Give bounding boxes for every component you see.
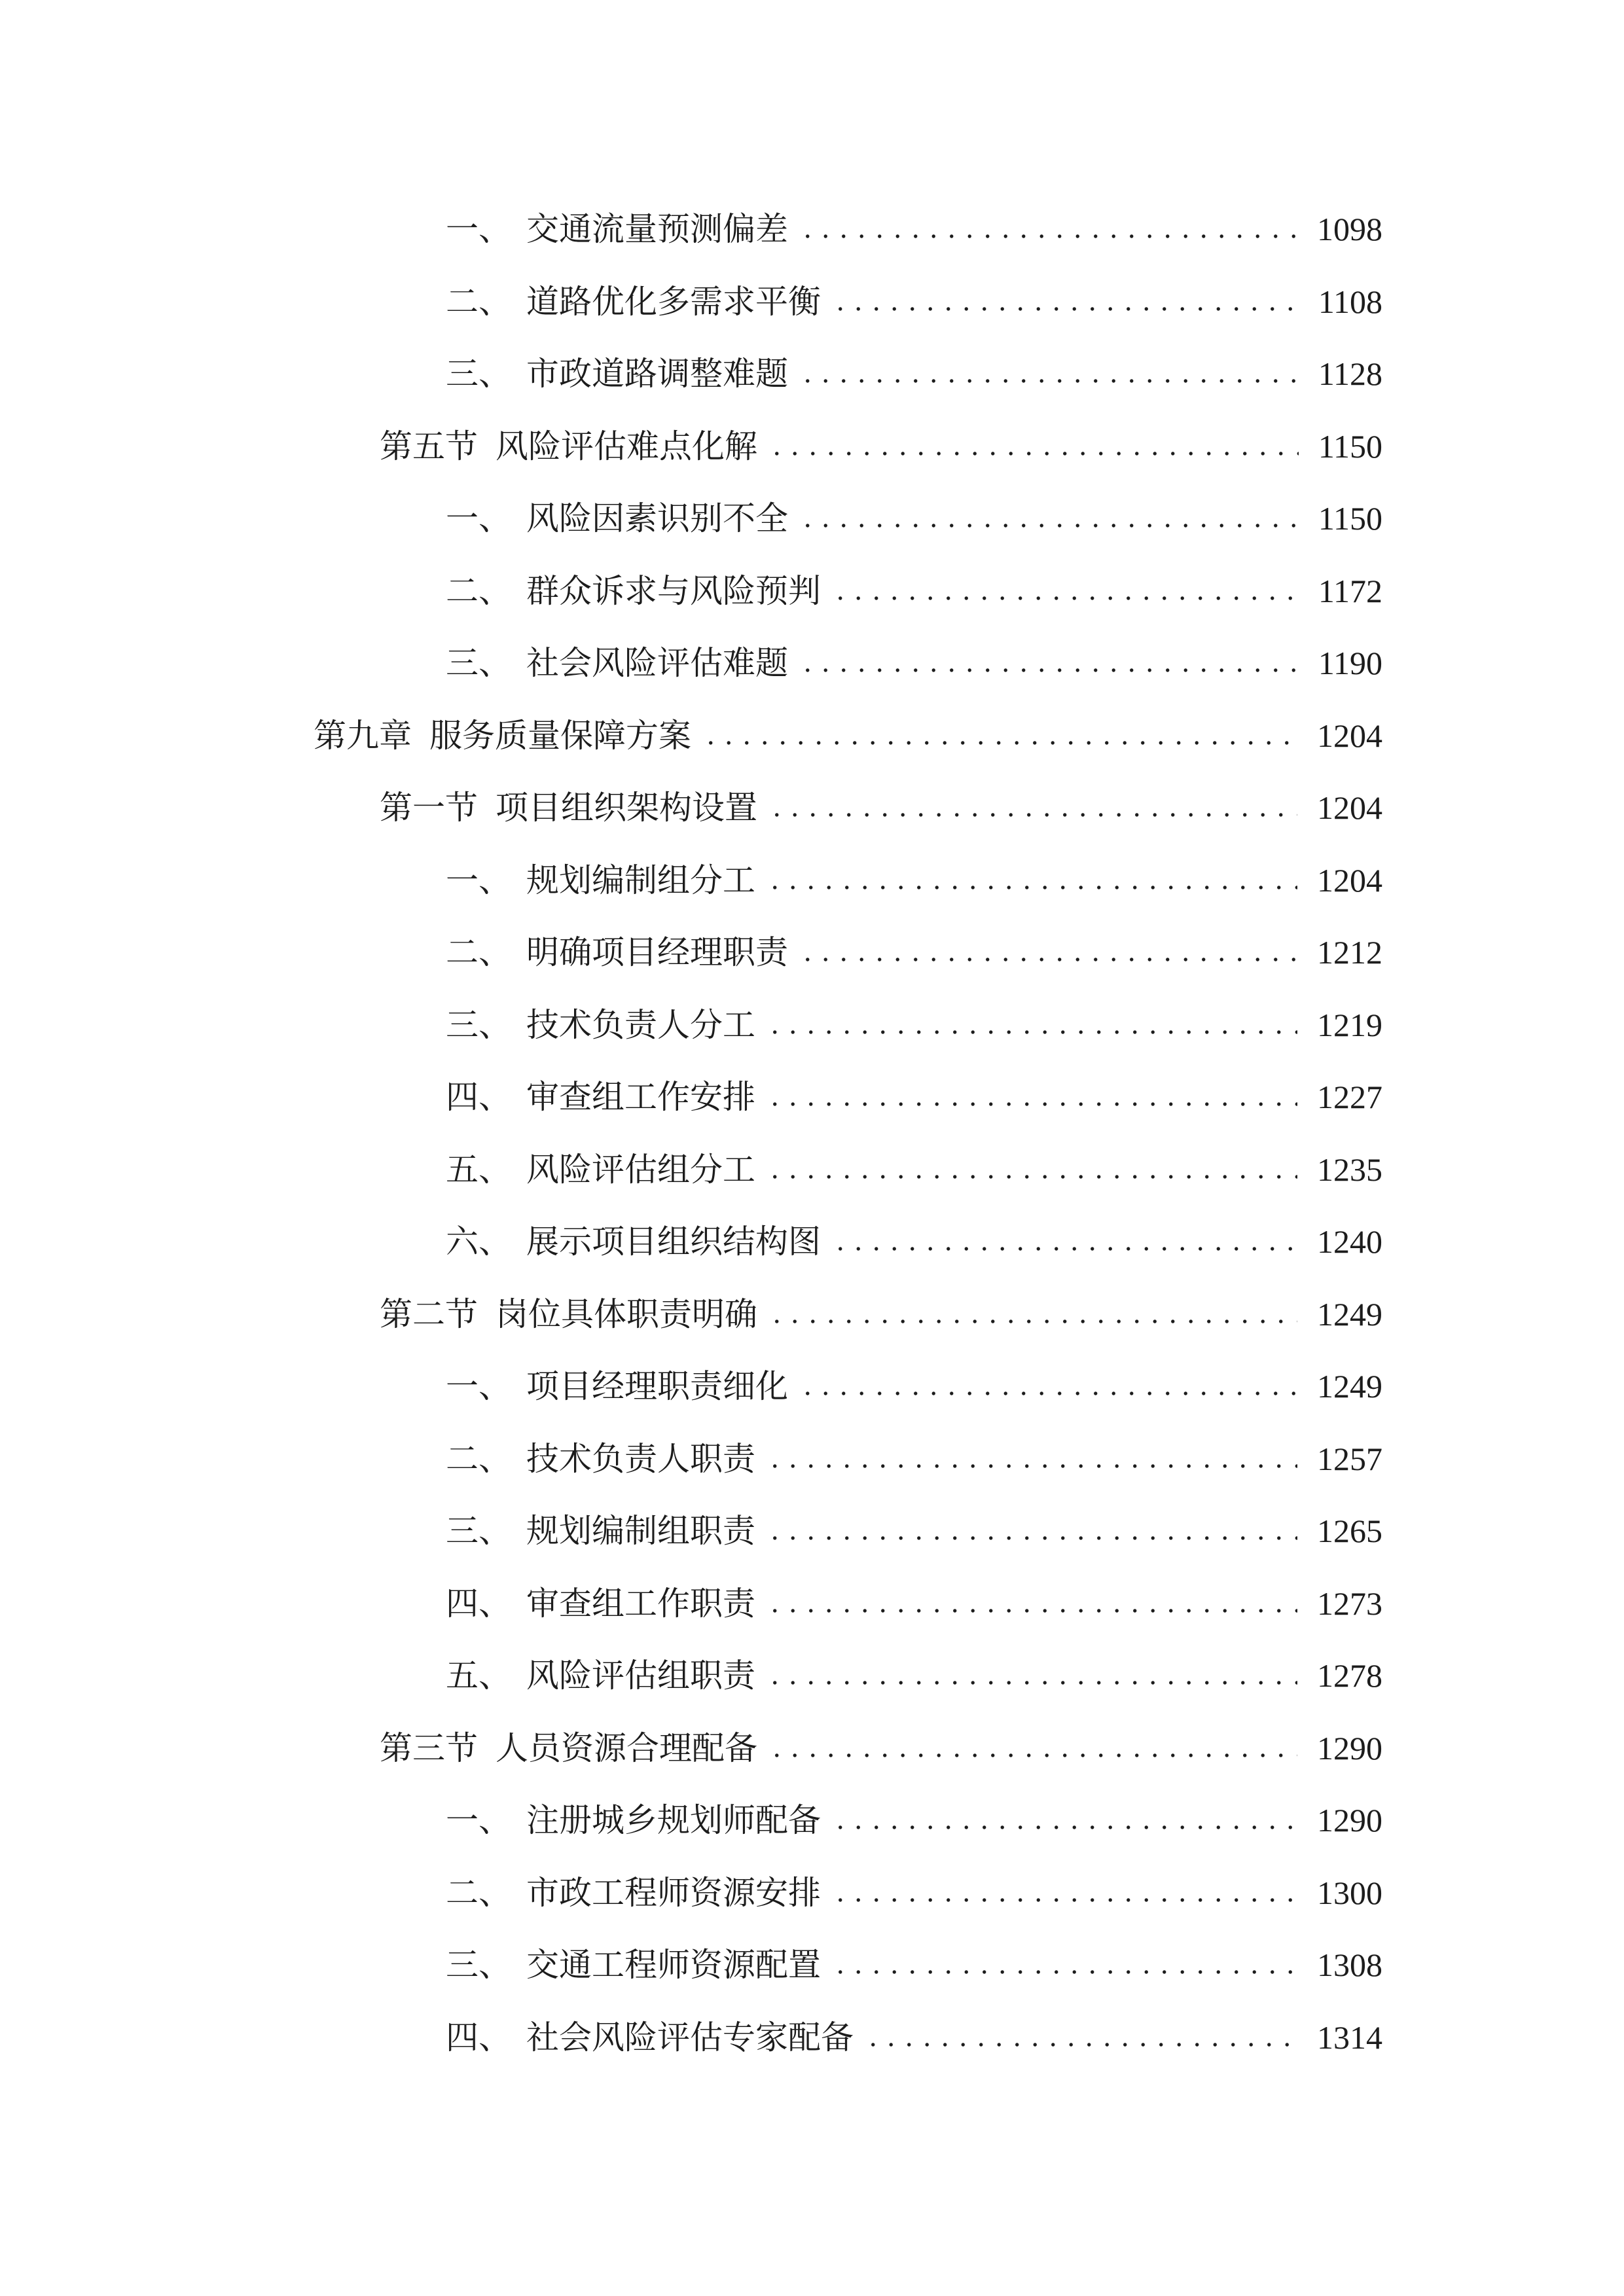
dot-leader [766, 1659, 1297, 1692]
dot-leader [766, 864, 1297, 897]
toc-entry[interactable] [0, 627, 1382, 700]
dot-leader [799, 502, 1299, 535]
dot-leader [799, 936, 1297, 969]
dot-leader [831, 1804, 1297, 1837]
toc-entry-page: 1204 [1317, 789, 1382, 827]
toc-entry-number: 二、 [446, 1874, 511, 1911]
toc-entry[interactable] [0, 1061, 1382, 1134]
dot-leader [766, 1443, 1297, 1475]
toc-entry-page: 1257 [1317, 1440, 1382, 1477]
toc-entry-title: 交通工程师资源配置 [526, 1946, 821, 1984]
toc-entry-title: 规划编制组职责 [526, 1513, 755, 1550]
toc-entry-page: 1204 [1317, 717, 1382, 754]
toc-entry[interactable] [0, 338, 1382, 410]
toc-entry-page: 1249 [1317, 1295, 1382, 1333]
dot-leader [768, 791, 1297, 824]
toc-entry-page: 1204 [1317, 861, 1382, 899]
toc-entry-title: 规划编制组分工 [526, 861, 755, 899]
toc-entry-number: 六、 [446, 1223, 511, 1261]
toc-entry-number: 五、 [446, 1151, 511, 1188]
toc-entry-page: 1172 [1318, 572, 1382, 609]
toc-entry-title: 群众诉求与风险预判 [526, 572, 821, 609]
toc-entry[interactable] [0, 1568, 1382, 1640]
toc-entry-title: 技术负责人职责 [526, 1440, 755, 1477]
toc-section-entry[interactable] [0, 1278, 1382, 1351]
toc-entry[interactable] [0, 1857, 1382, 1929]
toc-entry-number: 第三节 [380, 1729, 478, 1767]
toc-entry-page: 1278 [1317, 1657, 1382, 1695]
toc-entry-number: 三、 [446, 1513, 511, 1550]
toc-entry-number: 二、 [446, 934, 511, 971]
dot-leader [799, 213, 1297, 245]
toc-entry-number: 一、 [446, 500, 511, 537]
toc-entry-page: 1212 [1317, 934, 1382, 971]
toc-entry[interactable] [0, 266, 1382, 338]
toc-entry-title: 风险评估难点化解 [496, 427, 757, 465]
toc-entry[interactable] [0, 1640, 1382, 1712]
toc-entry-page: 1308 [1317, 1946, 1382, 1984]
toc-entry-number: 第二节 [380, 1295, 478, 1333]
toc-entry-number: 一、 [446, 1802, 511, 1839]
toc-entry-page: 1273 [1317, 1585, 1382, 1622]
toc-entry-page: 1290 [1317, 1729, 1382, 1767]
toc-section-entry[interactable] [0, 1712, 1382, 1785]
toc-entry-page: 1240 [1317, 1223, 1382, 1261]
dot-leader [766, 1009, 1297, 1041]
toc-entry-number: 第九章 [314, 717, 412, 754]
toc-section-entry[interactable] [0, 410, 1382, 483]
toc-entry-page: 1150 [1318, 427, 1382, 465]
toc-entry-title: 社会风险评估专家配备 [526, 2018, 854, 2056]
toc-entry-title: 风险因素识别不全 [526, 500, 788, 537]
toc-entry-number: 五、 [446, 1657, 511, 1695]
toc-entry-title: 风险评估组分工 [526, 1151, 755, 1188]
toc-entry[interactable] [0, 482, 1382, 555]
toc-entry-page: 1227 [1317, 1079, 1382, 1116]
toc-entry[interactable] [0, 1784, 1382, 1857]
toc-entry-title: 技术负责人分工 [526, 1006, 755, 1043]
toc-entry-page: 1290 [1317, 1802, 1382, 1839]
toc-entry-number: 三、 [446, 355, 511, 393]
toc-chapter-entry[interactable] [0, 700, 1382, 772]
toc-entry-title: 交通流量预测偏差 [526, 211, 788, 248]
toc-entry[interactable] [0, 1929, 1382, 2001]
toc-entry-page: 1235 [1317, 1151, 1382, 1188]
toc-entry-title: 服务质量保障方案 [429, 717, 691, 754]
toc-entry[interactable] [0, 1134, 1382, 1206]
dot-leader [768, 1298, 1297, 1331]
toc-entry-number: 四、 [446, 1585, 511, 1622]
dot-leader [831, 285, 1299, 318]
dot-leader [799, 1370, 1297, 1403]
toc-entry-page: 1249 [1317, 1368, 1382, 1405]
toc-entry-page: 1150 [1318, 500, 1382, 537]
toc-entry[interactable] [0, 844, 1382, 917]
toc-entry-title: 明确项目经理职责 [526, 934, 788, 971]
toc-entry[interactable] [0, 555, 1382, 628]
toc-entry-number: 四、 [446, 1079, 511, 1116]
toc-entry[interactable] [0, 193, 1382, 266]
toc-entry-title: 人员资源合理配备 [496, 1729, 757, 1767]
dot-leader [831, 1225, 1297, 1258]
toc-entry-number: 三、 [446, 1006, 511, 1043]
toc-entry-title: 展示项目组织结构图 [526, 1223, 821, 1261]
toc-entry-title: 项目经理职责细化 [526, 1368, 788, 1405]
toc-entry-title: 风险评估组职责 [526, 1657, 755, 1695]
toc-entry-number: 第一节 [380, 789, 478, 827]
toc-entry-title: 注册城乡规划师配备 [526, 1802, 821, 1839]
toc-entry-number: 一、 [446, 1368, 511, 1405]
toc-entry[interactable] [0, 989, 1382, 1062]
toc-entry-title: 市政道路调整难题 [526, 355, 788, 393]
toc-entry[interactable] [0, 916, 1382, 989]
dot-leader [799, 647, 1299, 679]
toc-entry-number: 三、 [446, 645, 511, 682]
toc-entry[interactable] [0, 1206, 1382, 1278]
toc-entry-title: 项目组织架构设置 [496, 789, 757, 827]
toc-entry-page: 1098 [1317, 211, 1382, 248]
toc-entry[interactable] [0, 1495, 1382, 1568]
dot-leader [768, 430, 1299, 463]
toc-entry-number: 第五节 [380, 427, 478, 465]
dot-leader [831, 575, 1299, 607]
toc-entry-title: 岗位具体职责明确 [496, 1295, 757, 1333]
toc-entry-title: 审查组工作职责 [526, 1585, 755, 1622]
dot-leader [831, 1876, 1297, 1909]
toc-entry[interactable] [0, 1423, 1382, 1496]
toc-entry-number: 二、 [446, 572, 511, 609]
dot-leader [831, 1948, 1297, 1981]
toc-entry-page: 1219 [1317, 1006, 1382, 1043]
dot-leader [766, 1515, 1297, 1547]
toc-entry-number: 一、 [446, 211, 511, 248]
toc-entry-number: 一、 [446, 861, 511, 899]
toc-entry-number: 二、 [446, 1440, 511, 1477]
dot-leader [768, 1732, 1297, 1765]
toc-entry-title: 审查组工作安排 [526, 1079, 755, 1116]
toc-entry-page: 1190 [1318, 645, 1382, 682]
toc-entry[interactable] [0, 2001, 1382, 2074]
toc-entry-page: 1265 [1317, 1513, 1382, 1550]
toc-entry-page: 1300 [1317, 1874, 1382, 1911]
toc-entry-number: 三、 [446, 1946, 511, 1984]
toc-entry-page: 1314 [1317, 2018, 1382, 2056]
toc-entry[interactable] [0, 1350, 1382, 1423]
toc-entry-title: 社会风险评估难题 [526, 645, 788, 682]
table-of-contents [0, 193, 1382, 2073]
toc-entry-page: 1128 [1318, 355, 1382, 393]
dot-leader [766, 1587, 1297, 1620]
toc-entry-page: 1108 [1318, 283, 1382, 320]
dot-leader [799, 357, 1299, 390]
toc-entry-number: 四、 [446, 2018, 511, 2056]
dot-leader [766, 1081, 1297, 1113]
dot-leader [766, 1153, 1297, 1186]
toc-entry-number: 二、 [446, 283, 511, 320]
toc-entry-title: 道路优化多需求平衡 [526, 283, 821, 320]
dot-leader [864, 2021, 1297, 2054]
dot-leader [702, 719, 1297, 752]
toc-entry-title: 市政工程师资源安排 [526, 1874, 821, 1911]
toc-section-entry[interactable] [0, 772, 1382, 844]
